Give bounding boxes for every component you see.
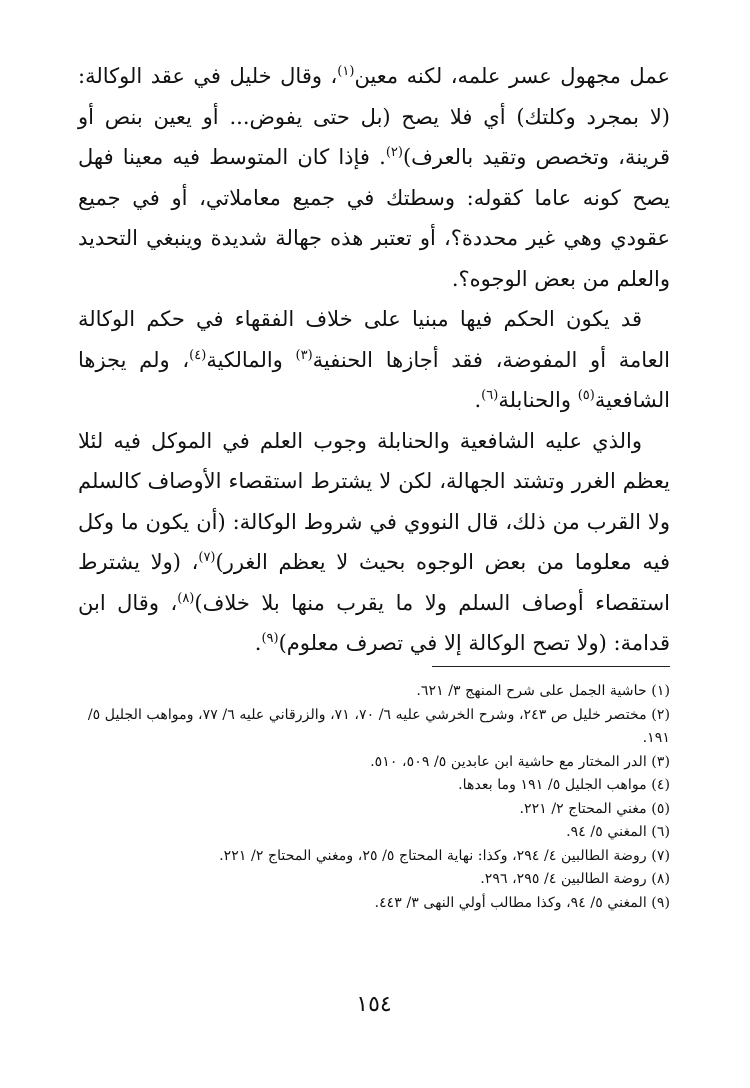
footnote-text: الدر المختار مع حاشية ابن عابدين ٥/ ٥٠٩، ٥١٠. bbox=[370, 753, 647, 770]
footnote-item bbox=[78, 798, 670, 822]
footnote-number: (٧) bbox=[651, 847, 670, 864]
footnote-item bbox=[78, 868, 670, 892]
text-segment: . bbox=[474, 388, 482, 412]
paragraph-1 bbox=[78, 56, 670, 299]
footnote-text: حاشية الجمل على شرح المنهج ٣/ ٦٢١. bbox=[416, 683, 647, 699]
footnote-item bbox=[78, 680, 670, 704]
footnote-ref[interactable]: (٨) bbox=[177, 590, 195, 606]
footnote-number: (٢) bbox=[651, 706, 670, 723]
footnotes-list bbox=[78, 680, 670, 915]
document-page bbox=[78, 56, 670, 1046]
footnote-text: مغني المحتاج ٢/ ٢٢١. bbox=[519, 800, 647, 817]
footnote-text: روضة الطالبين ٤/ ٢٩٥، ٢٩٦. bbox=[480, 871, 647, 887]
paragraph-3 bbox=[78, 421, 670, 664]
text-segment: ، وقال خليل في عقد الوكالة: (لا بمجرد وكلتك) أي فلا يصح (بل حتى يفوض... أو يعين بنص أو قرينة، وتخصص وتقيد بالعرف) bbox=[78, 64, 671, 169]
text-segment: والذي عليه الشافعية والحنابلة وجوب العلم في الموكل فيه لئلا يعظم الغرر وتشتد الجهالة، لكن لا يشترط استقصاء الأوصاف كالسلم ولا القرب من ذلك، قال النووي في شروط الوكالة: (أن يكون ما وكل فيه معلوما من بعض الوجوه بحيث لا يعظم الغرر) bbox=[78, 428, 670, 574]
footnote-ref[interactable]: (٦) bbox=[481, 388, 499, 403]
footnote-divider bbox=[432, 666, 670, 667]
footnote-item bbox=[78, 821, 670, 845]
footnote-number: (١) bbox=[651, 683, 670, 699]
text-segment: والمالكية bbox=[206, 347, 296, 372]
text-segment: . فإذا كان المتوسط فيه معينا فهل يصح كونه عاما كقوله: وسطتك في جميع معاملاتي، أو في جميع عقودي وهي غير محددة؟، أو تعتبر هذه جهالة شديدة وينبغي التحديد والعلم من بعض الوجوه؟. bbox=[78, 145, 670, 291]
footnote-text: المغني ٥/ ٩٤، وكذا مطالب أولي النهى ٣/ ٤٤٣. bbox=[374, 894, 647, 911]
footnote-text: المغني ٥/ ٩٤. bbox=[566, 824, 647, 840]
footnote-item bbox=[78, 704, 670, 751]
footnote-text: مواهب الجليل ٥/ ١٩١ وما بعدها. bbox=[458, 777, 647, 793]
footnote-number: (٥) bbox=[651, 800, 670, 817]
text-segment: ، (ولا يشترط استقصاء أوصاف السلم ولا ما يقرب منها بلا خلاف) bbox=[78, 550, 670, 615]
text-segment: ، وقال ابن قدامة: (ولا تصح الوكالة إلا في تصرف معلوم) bbox=[78, 590, 670, 655]
footnote-ref[interactable]: (٢) bbox=[385, 145, 403, 160]
footnote-item bbox=[78, 774, 670, 798]
footnote-number: (٤) bbox=[651, 777, 670, 793]
text-segment: والحنابلة bbox=[498, 388, 578, 412]
footnote-ref[interactable]: (٤) bbox=[189, 347, 207, 363]
text-segment: عمل مجهول عسر علمه، لكنه معين bbox=[354, 64, 670, 88]
footnote-number: (٣) bbox=[651, 753, 670, 770]
footnote-ref[interactable]: (١) bbox=[337, 64, 355, 79]
text-segment: قد يكون الحكم فيها مبنيا على خلاف الفقهاء في حكم الوكالة العامة أو المفوضة، فقد أجازها الحنفية bbox=[78, 307, 671, 372]
footnote-number: (٩) bbox=[651, 894, 670, 911]
footnote-ref[interactable]: (٥) bbox=[577, 388, 595, 403]
footnote-item bbox=[78, 892, 670, 916]
footnote-text: روضة الطالبين ٤/ ٢٩٤، وكذا: نهاية المحتاج ٥/ ٢٥، ومغني المحتاج ٢/ ٢٢١. bbox=[219, 847, 647, 864]
footnote-text: مختصر خليل ص ٢٤٣، وشرح الخرشي عليه ٦/ ٧٠، ٧١، والزرقاني عليه ٦/ ٧٧، ومواهب الجليل ٥/ ١٩١. bbox=[87, 706, 670, 746]
footnote-item bbox=[78, 845, 670, 869]
text-segment: ، ولم يجزها الشافعية bbox=[78, 347, 670, 412]
body-text bbox=[78, 56, 670, 664]
text-segment: . bbox=[254, 631, 262, 655]
footnote-number: (٨) bbox=[651, 871, 670, 887]
footnote-number: (٦) bbox=[651, 824, 670, 840]
footnote-ref[interactable]: (٩) bbox=[261, 631, 279, 646]
paragraph-2 bbox=[78, 299, 670, 421]
footnote-ref[interactable]: (٣) bbox=[295, 347, 313, 363]
page-number: ١٥٤ bbox=[356, 992, 392, 1017]
footnote-item bbox=[78, 751, 670, 775]
footnote-ref[interactable]: (٧) bbox=[198, 550, 216, 565]
